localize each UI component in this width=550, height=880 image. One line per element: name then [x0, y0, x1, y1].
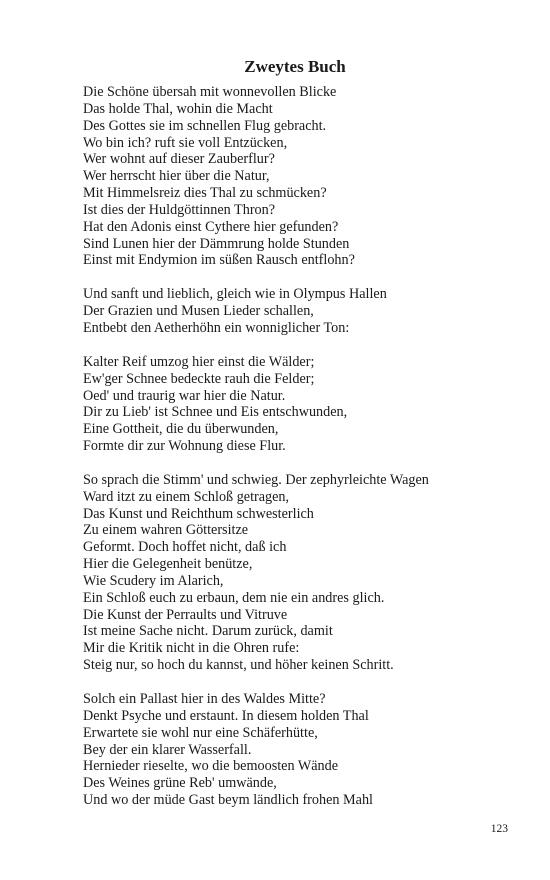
- verse-line: Formte dir zur Wohnung diese Flur.: [83, 438, 286, 455]
- verse-line: Die Schöne übersah mit wonnevollen Blicke: [83, 84, 337, 100]
- verse-line: Wer herrscht hier über die Natur,: [83, 168, 270, 185]
- poem-body: [83, 84, 523, 826]
- verse-line: Das Kunst und Reichthum schwesterlich: [83, 505, 314, 522]
- verse-line: Ist dies der Huldgöttinnen Thron?: [83, 201, 276, 218]
- verse-line: Erwartete sie wohl nur eine Schäferhütte,: [83, 724, 318, 741]
- verse-line: Entbebt den Aetherhöhn ein wonniglicher Ton:: [83, 319, 350, 336]
- verse-line: Und sanft und lieblich, gleich wie in Olympus Hallen: [83, 286, 387, 303]
- verse-line: Bey der ein klarer Wasserfall.: [83, 741, 252, 758]
- verse-line: Oed' und traurig war hier die Natur.: [83, 387, 286, 404]
- verse-line: Hernieder rieselte, wo die bemoosten Wände: [83, 758, 339, 775]
- verse-line: Eine Gottheit, die du überwunden,: [83, 421, 279, 438]
- verse-line: Die Kunst der Perraults und Vitruve: [83, 606, 288, 623]
- verse-line: Denkt Psyche und erstaunt. In diesem holden Thal: [83, 707, 369, 724]
- verse-line: So sprach die Stimm' und schwieg. Der zephyrleichte Wagen: [83, 471, 429, 488]
- verse-line: Geformt. Doch hoffet nicht, daß ich: [83, 539, 287, 556]
- verse-line: Ward itzt zu einem Schloß getragen,: [83, 488, 290, 505]
- verse-line: Hat den Adonis einst Cythere hier gefunden?: [83, 218, 339, 235]
- stanza: [83, 354, 523, 455]
- verse-line: Ein Schloß euch zu erbaun, dem nie ein andres glich.: [83, 589, 385, 606]
- verse-line: Solch ein Pallast hier in des Waldes Mitte?: [83, 691, 326, 707]
- verse-line: Zu einem wahren Göttersitze: [83, 522, 249, 539]
- verse-line: Des Gottes sie im schnellen Flug gebracht.: [83, 117, 327, 134]
- chapter-title: Zweytes Buch: [244, 57, 346, 76]
- verse-line: Der Grazien und Musen Lieder schallen,: [83, 303, 314, 320]
- verse-line: Und wo der müde Gast beym ländlich frohen Mahl: [83, 792, 373, 809]
- verse-line: Dir zu Lieb' ist Schnee und Eis entschwunden,: [83, 404, 348, 421]
- verse-line: Ew'ger Schnee bedeckte rauh die Felder;: [83, 370, 315, 387]
- verse-line: Steig nur, so hoch du kannst, und höher keinen Schritt.: [83, 657, 394, 674]
- verse-line: Wie Scudery im Alarich,: [83, 572, 224, 589]
- verse-line: Sind Lunen hier der Dämmrung holde Stunden: [83, 235, 350, 252]
- verse-line: Wo bin ich? ruft sie voll Entzücken,: [83, 134, 288, 151]
- stanza: [83, 286, 523, 337]
- verse-line: Hier die Gelegenheit benütze,: [83, 556, 253, 573]
- verse-line: Ist meine Sache nicht. Darum zurück, damit: [83, 623, 333, 640]
- verse-line: Wer wohnt auf dieser Zauberflur?: [83, 151, 275, 168]
- stanza: [83, 84, 523, 269]
- page-number: 123: [490, 823, 508, 835]
- verse-line: Das holde Thal, wohin die Macht: [83, 100, 273, 117]
- verse-line: Kalter Reif umzog hier einst die Wälder;: [83, 353, 315, 370]
- verse-line: Des Weines grüne Reb' umwände,: [83, 775, 277, 792]
- verse-line: Einst mit Endymion im süßen Rausch entflohn?: [83, 252, 355, 269]
- stanza: [83, 472, 523, 674]
- verse-line: Mir die Kritik nicht in die Ohren rufe:: [83, 640, 300, 657]
- verse-line: Mit Himmelsreiz dies Thal zu schmücken?: [83, 185, 327, 202]
- stanza: [83, 691, 523, 809]
